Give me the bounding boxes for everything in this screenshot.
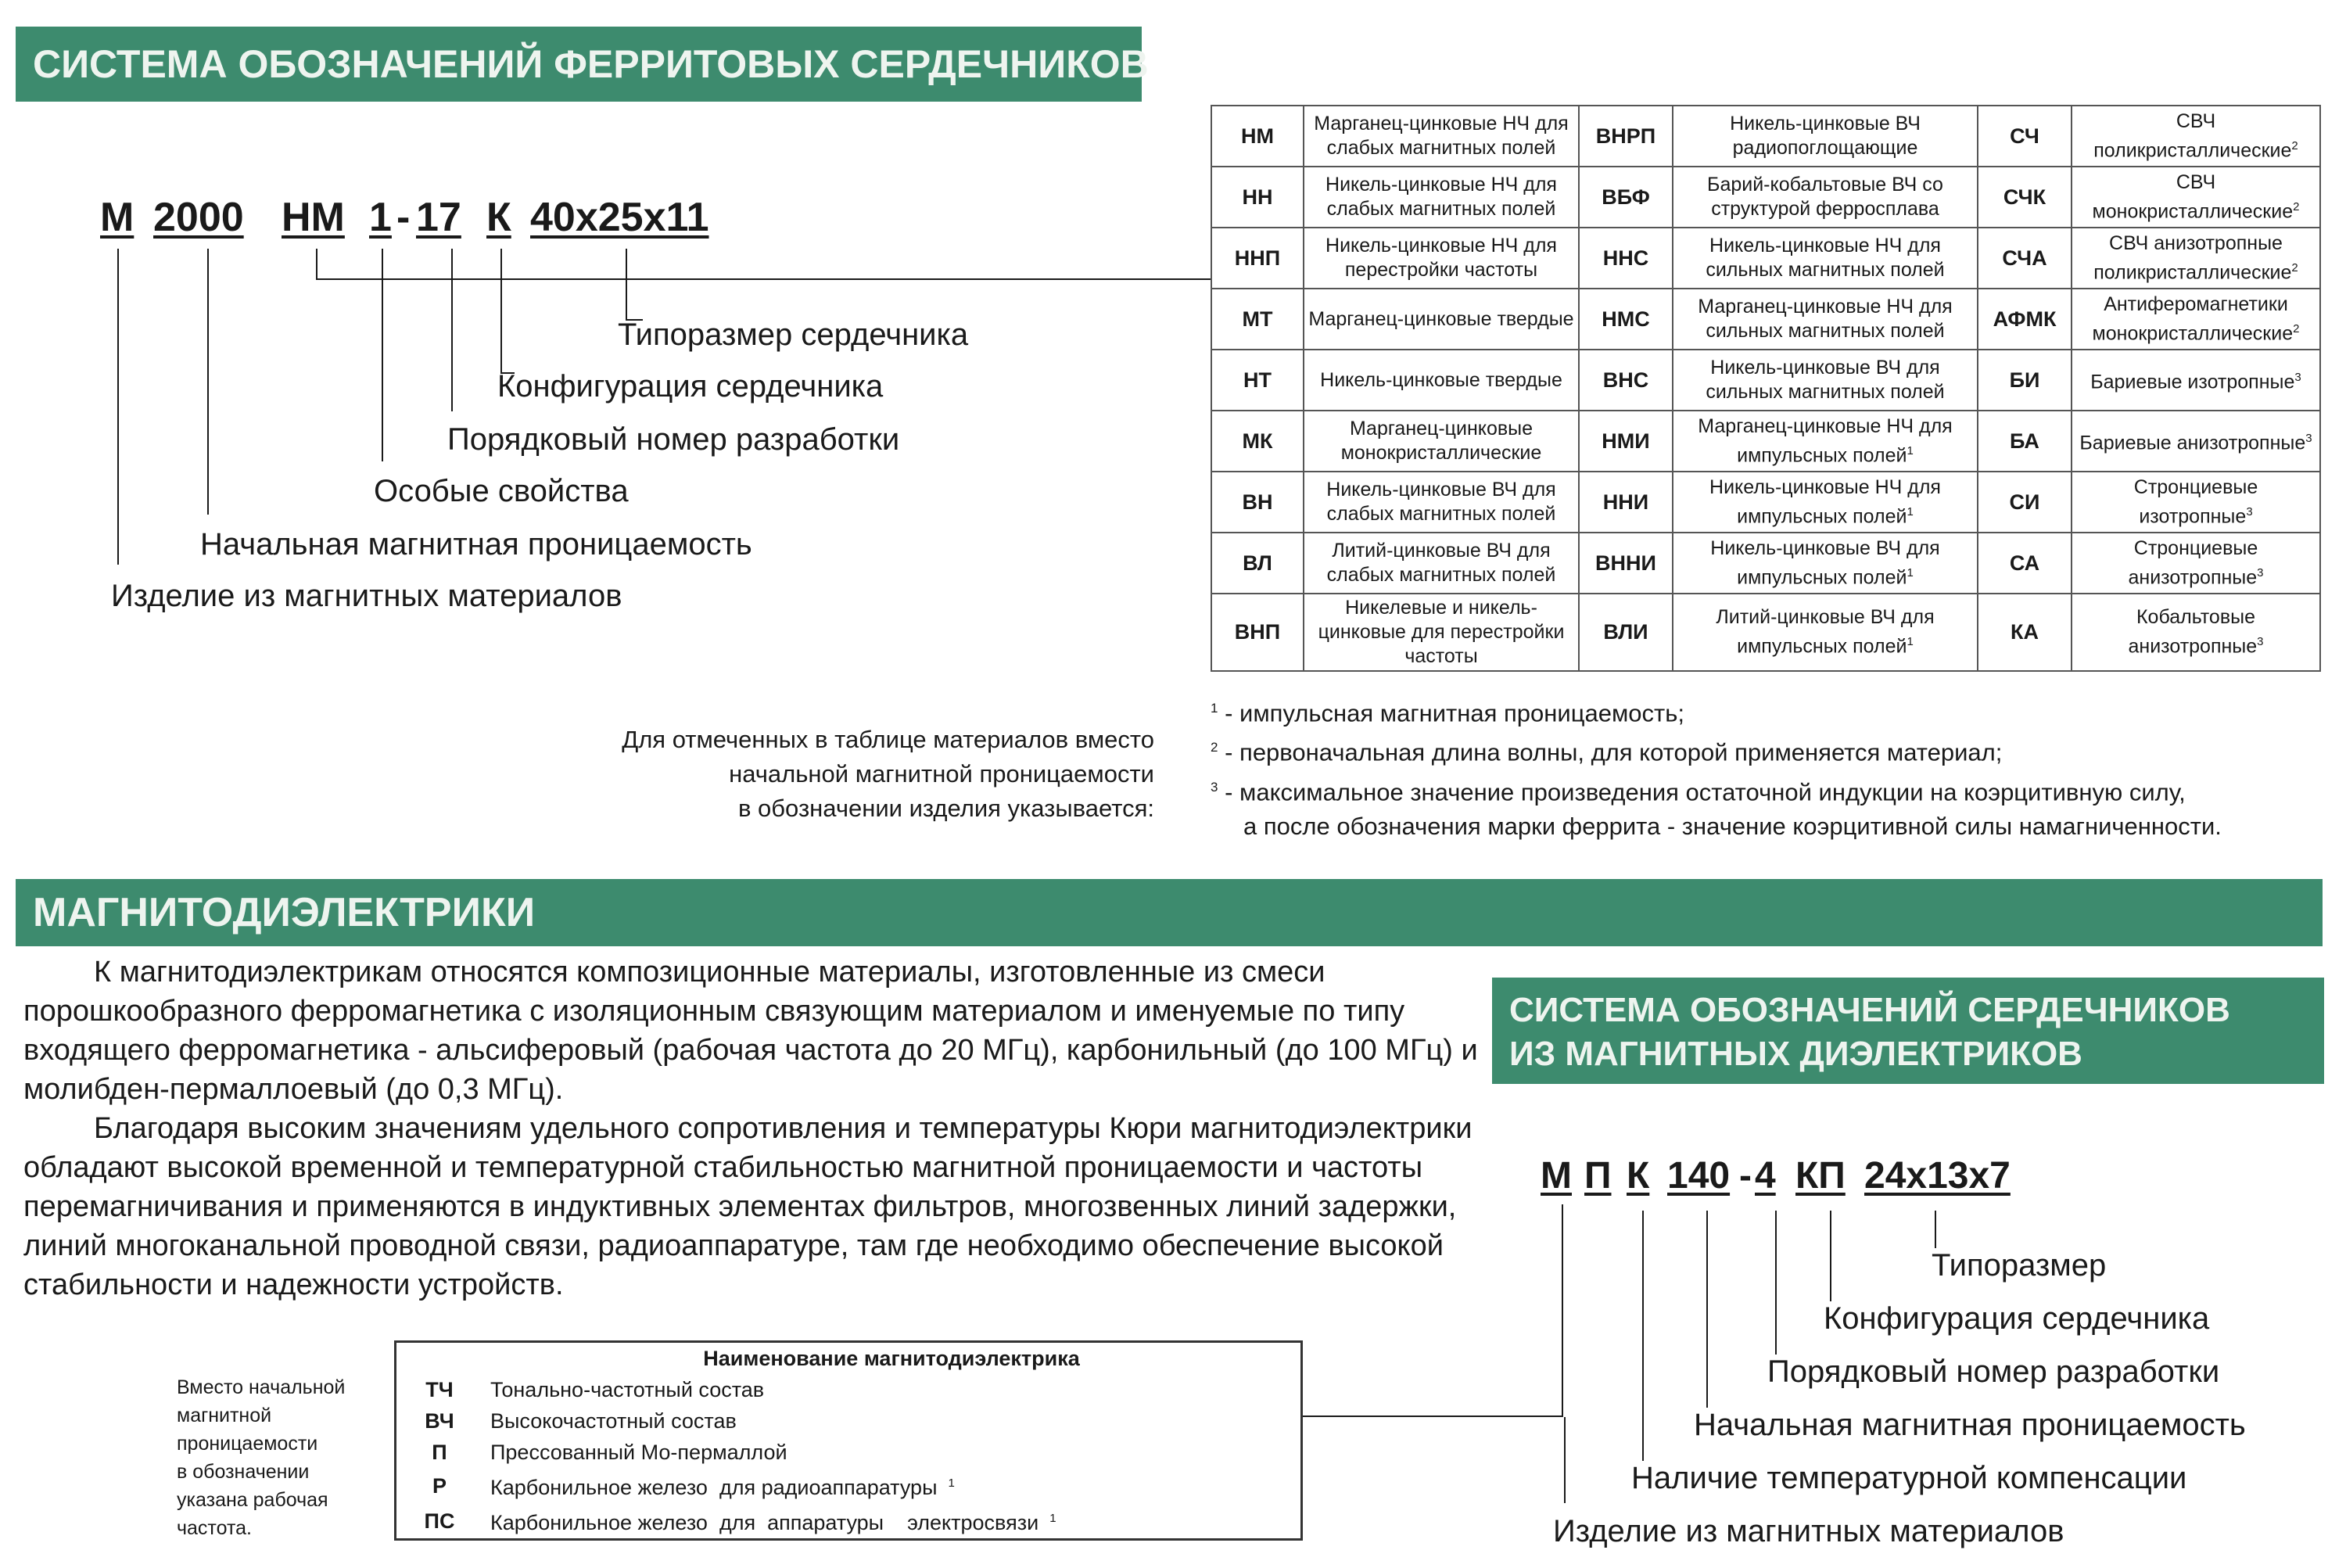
connector-line [500,249,502,374]
label-dev-number: Порядковый номер разработки [447,422,900,457]
magnetodielectric-name [482,1405,1302,1437]
dcode-part-dev-number: 4 [1755,1155,1776,1197]
table-row [1211,411,2320,472]
magnetodielectric-name [482,1437,1302,1468]
material-description-text: Никель-цинковые ВЧ для импульсных полей [1710,536,1940,589]
footnote [1211,770,2222,809]
material-description-text: Никель-цинковые ВЧ радиопоглощающие [1730,113,1921,159]
footnote-mark: 3 [2246,504,2253,518]
magnetodielectric-table [394,1340,1303,1541]
footnote-mark: 3 [1211,779,1218,795]
material-code: БА [1978,411,2072,472]
dcode-part-config: КП [1795,1155,1846,1197]
material-description [2072,350,2320,411]
label-permeability: Начальная магнитная проницаемость [200,527,752,562]
material-code: КА [1978,594,2072,671]
magnetodielectric-code: ПС [424,1509,455,1533]
material-code: НН [1211,167,1304,228]
material-code: ВНС [1579,350,1673,411]
connector-line [1642,1211,1644,1461]
footnote-mark: 3 [2257,565,2264,579]
table-row [1211,594,2320,671]
table-row [1211,228,2320,289]
material-description [1673,472,1978,533]
material-description-text: СВЧ анизотропные поликристаллические [2093,231,2292,284]
material-description [1304,533,1579,594]
material-description [2072,228,2320,289]
magnetodielectric-name [482,1374,1302,1405]
code-part-permeability: 2000 [153,195,244,240]
code-part-dev-number: 17 [416,195,461,240]
footnote-mark: 1 [1907,504,1914,518]
material-description [2072,594,2320,671]
material-description-text: Никель-цинковые ВЧ для слабых магнитных полей [1326,479,1556,525]
footnote-mark: 2 [1211,740,1218,755]
magnetodielectric-banner [16,879,2323,946]
material-description [2072,533,2320,594]
connector-line [1935,1211,1936,1248]
material-description-text: Антиферомагнетики монокристаллические [2092,292,2294,345]
code-part-material: НМ [282,195,345,240]
dcode-part-p: П [1584,1155,1612,1197]
table-row [1211,350,2320,411]
magnetodielectric-title: МАГНИТОДИЭЛЕКТРИКИ [33,890,536,935]
footnote-mark: 3 [2257,635,2264,649]
material-description-text: Никель-цинковые НЧ для сильных магнитных полей [1706,235,1945,281]
material-code: СЧ [1978,106,2072,167]
material-description [1673,289,1978,350]
label-product: Изделие из магнитных материалов [111,579,622,613]
dcode-part-m: М [1541,1155,1572,1197]
magnetodielectric-description [23,953,1494,1304]
dlabel-size: Типоразмер [1932,1248,2107,1283]
magnetodielectric-code: П [432,1441,447,1464]
dlabel-dev-number: Порядковый номер разработки [1767,1355,2220,1389]
material-code: СИ [1978,472,2072,533]
footnotes [1211,691,2222,844]
footnote [1211,809,2222,844]
side-note-line: Вместо начальной [177,1376,346,1398]
connector-line [1562,1204,1563,1417]
connector-line [451,249,453,411]
footnote [1211,691,2222,730]
material-description [1304,106,1579,167]
material-code: МК [1211,411,1304,472]
material-code: НМС [1579,289,1673,350]
material-description-text: Никелевые и никель-цинковые для перестройки частоты [1318,597,1565,667]
footnote-intro [469,723,1154,826]
material-description [2072,411,2320,472]
material-description [1673,350,1978,411]
code-part-config: К [486,195,511,240]
magnetodielectric-code: ТЧ [425,1378,454,1401]
material-code: НТ [1211,350,1304,411]
paragraph: Благодаря высоким значениям удельного сопротивления и температуры Кюри магнитодиэлектрики обладают высокой временной и температурной стабильностью магнитной проницаемости и частоты перемагничивания и применяются в индуктивных элементах фильтров, многозвенных линий задержки, линий многоканальной проводной связи, радиоаппаратуре, там где необходимо обеспечение высокой стабильности и надежности устройств. [23,1112,1473,1301]
material-description-text: Литий-цинковые ВЧ для импульсных полей [1716,606,1935,658]
ferrite-material-table [1211,105,2321,672]
material-description [1304,350,1579,411]
material-code: ННП [1211,228,1304,289]
dlabel-config: Конфигурация сердечника [1824,1301,2210,1336]
material-description-text: Марганец-цинковые НЧ для слабых магнитных полей [1314,113,1569,159]
material-description-text: Марганец-цинковые монокристаллические [1340,418,1542,464]
material-description [1304,411,1579,472]
table-header: Наименование магнитодиэлектрика [703,1347,1080,1370]
side-note-line: указана рабочая [177,1489,328,1511]
table-row [1211,472,2320,533]
connector-line [1830,1211,1831,1301]
material-code: ВН [1211,472,1304,533]
connector-line [626,249,627,321]
paragraph: К магнитодиэлектрикам относятся композиционные материалы, изготовленные из смеси порошкообразного ферромагнетика с изоляционным связующим материалом и именуемые по типу входящего ферромагнетика - альсиферовый (рабочая частота до 20 МГц), карбонильный (до 100 МГц) и молибден-пермаллоевый (до 0,3 МГц). [23,956,1478,1106]
footnote-text: - импульсная магнитная проницаемость; [1225,699,1684,727]
dlabel-temp-comp: Наличие температурной компенсации [1631,1461,2187,1495]
material-code: ВЛ [1211,533,1304,594]
magnetodielectric-name-text: Карбонильное железо для радиоаппаратуры [490,1476,938,1499]
material-description [2072,167,2320,228]
footnote-mark: 1 [1907,635,1914,649]
label-special: Особые свойства [374,474,629,508]
ferrite-title-banner [16,27,1149,102]
footnote-mark: 1 [1907,443,1914,457]
connector-line [1775,1211,1777,1355]
footnote-mark: 3 [2294,371,2301,385]
material-description-text: Никель-цинковые НЧ для перестройки частоты [1325,235,1557,281]
dcode-part-dash: - [1739,1155,1752,1197]
side-note-line: проницаемости [177,1433,318,1455]
table-row [1211,289,2320,350]
material-code: ВНРП [1579,106,1673,167]
material-code: ВБФ [1579,167,1673,228]
material-description-text: Марганец-цинковые твердые [1308,307,1574,330]
dlabel-product: Изделие из магнитных материалов [1553,1514,2064,1548]
side-note-line: в обозначении [177,1461,310,1483]
magnetodielectric-name-text: Карбонильное железо для аппаратуры электросвязи [490,1511,1039,1534]
material-code: НМИ [1579,411,1673,472]
material-description-text: Никель-цинковые ВЧ для сильных магнитных полей [1706,357,1945,403]
dcode-part-size: 24х13х7 [1864,1155,2011,1197]
footnote-text: а после обозначения марки феррита - значение коэрцитивной силы намагниченности. [1243,812,2222,840]
material-description [1673,411,1978,472]
footnote-mark: 1 [1049,1512,1056,1525]
material-code: СА [1978,533,2072,594]
footnote-intro-line: Для отмеченных в таблице материалов вместо [622,726,1154,753]
material-description-text: Никель-цинковые НЧ для слабых магнитных полей [1325,174,1557,220]
connector-line [117,249,119,565]
material-code: СЧК [1978,167,2072,228]
material-description [1673,533,1978,594]
dielectric-title-line: ИЗ МАГНИТНЫХ ДИЭЛЕКТРИКОВ [1509,1035,2082,1073]
material-description [2072,472,2320,533]
magnetodielectric-name-text: Высокочастотный состав [490,1409,737,1433]
magnetodielectric-name-text: Прессованный Мо-пермаллой [490,1441,787,1464]
material-description [2072,106,2320,167]
ferrite-title: СИСТЕМА ОБОЗНАЧЕНИЙ ФЕРРИТОВЫХ СЕРДЕЧНИКОВ [33,42,1149,86]
material-description-text: Никель-цинковые твердые [1320,368,1562,391]
connector-line [382,249,383,461]
material-description-text: Никель-цинковые НЧ для импульсных полей [1709,475,1941,528]
material-description [1673,594,1978,671]
connector-line [316,278,1211,280]
material-code: АФМК [1978,289,2072,350]
dielectric-title-line: СИСТЕМА ОБОЗНАЧЕНИЙ СЕРДЕЧНИКОВ [1509,991,2230,1029]
table-row [396,1374,1302,1405]
footnote-mark: 1 [1907,565,1914,579]
footnote-mark: 2 [2291,138,2298,152]
material-code: ВНП [1211,594,1304,671]
material-code: ННИ [1579,472,1673,533]
material-description-text: Стронциевые изотропные [2133,475,2258,528]
footnote-mark: 1 [1211,701,1218,716]
material-description-text: Стронциевые анизотропные [2128,536,2258,589]
material-description-text: Марганец-цинковые НЧ для сильных магнитных полей [1698,296,1953,342]
connector-line [1303,1416,1563,1417]
material-code: ВЛИ [1579,594,1673,671]
code-part-size: 40х25х11 [530,195,709,240]
table-row [1211,167,2320,228]
material-description-text: СВЧ монокристаллические [2092,170,2294,223]
dcode-part-permeability: 140 [1667,1155,1731,1197]
footnote-mark: 2 [2293,199,2300,213]
magnetodielectric-name [482,1468,1302,1503]
code-part-m: М [100,195,135,240]
material-description-text: Барий-кобальтовые ВЧ со структурой ферросплава [1707,174,1943,220]
material-description [1304,289,1579,350]
side-note-line: частота. [177,1517,252,1539]
side-note-line: магнитной [177,1405,272,1426]
material-description-text: Бариевые анизотропные [2079,432,2306,454]
dlabel-permeability: Начальная магнитная проницаемость [1694,1408,2246,1442]
table-row [396,1503,1302,1540]
material-code: СЧА [1978,228,2072,289]
label-config: Конфигурация сердечника [497,369,884,404]
connector-line [207,249,209,515]
material-code: НМ [1211,106,1304,167]
material-description [1673,167,1978,228]
footnote-text: - первоначальная длина волны, для которой применяется материал; [1225,738,2003,766]
code-part-special: 1 [369,195,392,240]
connector-line [316,249,317,280]
material-description-text: Кобальтовые анизотропные [2128,606,2258,658]
material-description [2072,289,2320,350]
magnetodielectric-code: ВЧ [425,1409,454,1433]
magnetodielectric-code: Р [432,1473,447,1498]
material-code: БИ [1978,350,2072,411]
ferrite-material-rows [1211,106,2320,671]
footnote-text: - максимальное значение произведения остаточной индукции на коэрцитивную силу, [1225,777,2186,806]
footnote [1211,730,2222,770]
footnote-mark: 2 [2293,321,2300,335]
material-description-text: Литий-цинковые ВЧ для слабых магнитных полей [1326,540,1556,586]
footnote-intro-line: в обозначении изделия указывается: [737,795,1154,822]
connector-line [1706,1211,1708,1408]
material-description [1304,472,1579,533]
material-description [1673,228,1978,289]
material-description [1304,167,1579,228]
footnote-intro-line: начальной магнитной проницаемости [729,760,1154,788]
material-code: МТ [1211,289,1304,350]
footnote-mark: 2 [2291,260,2298,274]
footnote-mark: 1 [948,1477,955,1490]
footnote-mark: 3 [2305,432,2312,446]
table-row [1211,533,2320,594]
material-description-text: Марганец-цинковые НЧ для импульсных полей [1698,414,1953,467]
material-code: ВННИ [1579,533,1673,594]
table-row [1211,106,2320,167]
magnetodielectric-name [482,1503,1302,1540]
side-note [177,1373,345,1542]
magnetodielectric-rows [396,1374,1302,1540]
material-code: ННС [1579,228,1673,289]
material-description [1304,594,1579,671]
connector-line [1564,1417,1566,1503]
label-size: Типоразмер сердечника [618,318,969,352]
magnetodielectric-name-text: Тонально-частотный состав [490,1378,765,1401]
table-row [396,1468,1302,1503]
table-row [396,1405,1302,1437]
table-row [396,1437,1302,1468]
material-description [1673,106,1978,167]
material-description-text: Бариевые изотропные [2090,371,2295,393]
dcode-part-k: К [1627,1155,1650,1197]
code-part-dash: - [396,195,411,240]
material-description-text: СВЧ поликристаллические [2093,109,2292,162]
dielectric-title-banner [1492,978,2324,1084]
material-description [1304,228,1579,289]
